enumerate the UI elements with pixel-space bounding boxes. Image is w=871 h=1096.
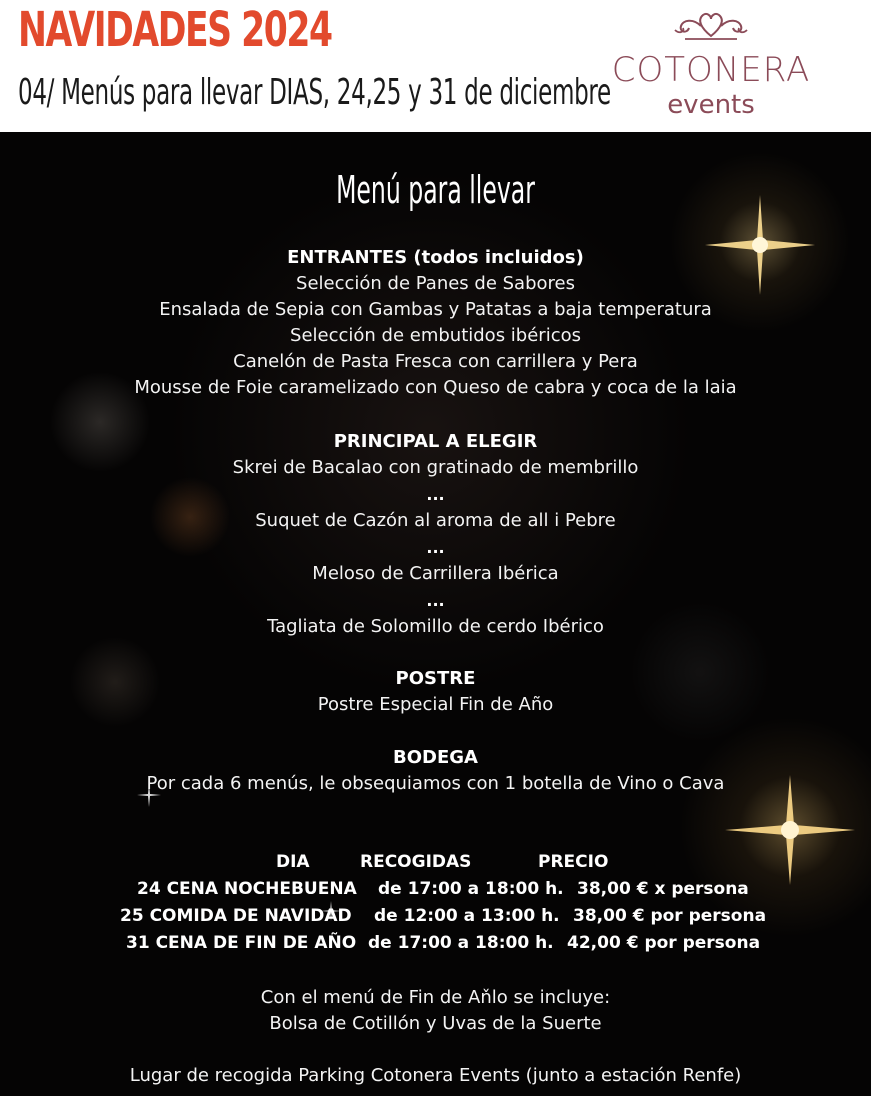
bodega-section: [0, 745, 871, 797]
postre-heading: POSTRE: [395, 668, 476, 689]
menu-item: Ensalada de Sepia con Gambas y Patatas a baja temperatura: [159, 299, 712, 320]
menu-item: Tagliata de Solomillo de cerdo Ibérico: [267, 616, 604, 637]
menu-item: Mousse de Foie caramelizado con Queso de cabra y coca de la laia: [134, 377, 737, 398]
menu-item: Meloso de Carrillera Ibérica: [312, 563, 559, 584]
separator-dots: ...: [426, 485, 445, 504]
table-header-dia: DIA: [276, 852, 310, 872]
table-cell-recogida: de 12:00 a 13:00 h.: [374, 906, 560, 926]
cotonera-logo: [576, 6, 846, 124]
menu-item: Selección de embutidos ibéricos: [290, 325, 581, 346]
bodega-text: Por cada 6 menús, le obsequiamos con 1 botella de Vino o Cava: [146, 773, 725, 794]
table-cell-dia: 25 COMIDA DE NAVIDAD: [120, 906, 352, 926]
table-cell-precio: 42,00 € por persona: [567, 933, 761, 953]
table-cell-recogida: de 17:00 a 18:00 h.: [368, 933, 554, 953]
postre-text: Postre Especial Fin de Año: [317, 694, 554, 715]
postre-section: [0, 666, 871, 718]
table-cell-precio: 38,00 € por persona: [573, 906, 767, 926]
table-header-recogidas: RECOGIDAS: [360, 852, 472, 872]
table-cell-dia: 24 CENA NOCHEBUENA: [137, 879, 357, 899]
menu-item: Suquet de Cazón al aroma de all i Pebre: [255, 510, 616, 531]
footer-line: Bolsa de Cotillón y Uvas de la Suerte: [269, 1013, 602, 1034]
menu-item: Selección de Panes de Sabores: [296, 273, 575, 294]
separator-dots: ...: [426, 538, 445, 557]
table-header-precio: PRECIO: [538, 852, 609, 872]
heart-swirl-icon: [671, 6, 751, 46]
separator-dots: ...: [426, 591, 445, 610]
table-cell-recogida: de 17:00 a 18:00 h.: [378, 879, 564, 899]
menu-item: Skrei de Bacalao con gratinado de membrillo: [232, 457, 639, 478]
logo-name: COTONERA: [611, 50, 811, 90]
logo-events: events: [667, 90, 755, 120]
entrantes-section: [0, 245, 871, 401]
menu-title: Menú para llevar: [336, 168, 535, 212]
table-cell-dia: 31 CENA DE FIN DE AÑO: [126, 933, 357, 953]
header-bar: [0, 0, 871, 132]
footer-section: [0, 985, 871, 1037]
page-title: NAVIDADES 2024: [18, 2, 332, 58]
table-cell-precio: 38,00 € x persona: [577, 879, 749, 899]
menu-item: Canelón de Pasta Fresca con carrillera y Pera: [233, 351, 638, 372]
principal-heading: PRINCIPAL A ELEGIR: [333, 431, 538, 452]
principal-section: [0, 429, 871, 640]
footer-line: Con el menú de Fin de Aňlo se incluye:: [260, 987, 611, 1008]
bodega-heading: BODEGA: [393, 747, 478, 768]
entrantes-heading: ENTRANTES (todos incluidos): [287, 247, 584, 268]
page-subtitle: 04/ Menús para llevar DIAS, 24,25 y 31 de diciembre: [18, 72, 611, 113]
footer-line: Lugar de recogida Parking Cotonera Events (junto a estación Renfe): [129, 1065, 742, 1086]
pickup-location: [0, 1063, 871, 1089]
